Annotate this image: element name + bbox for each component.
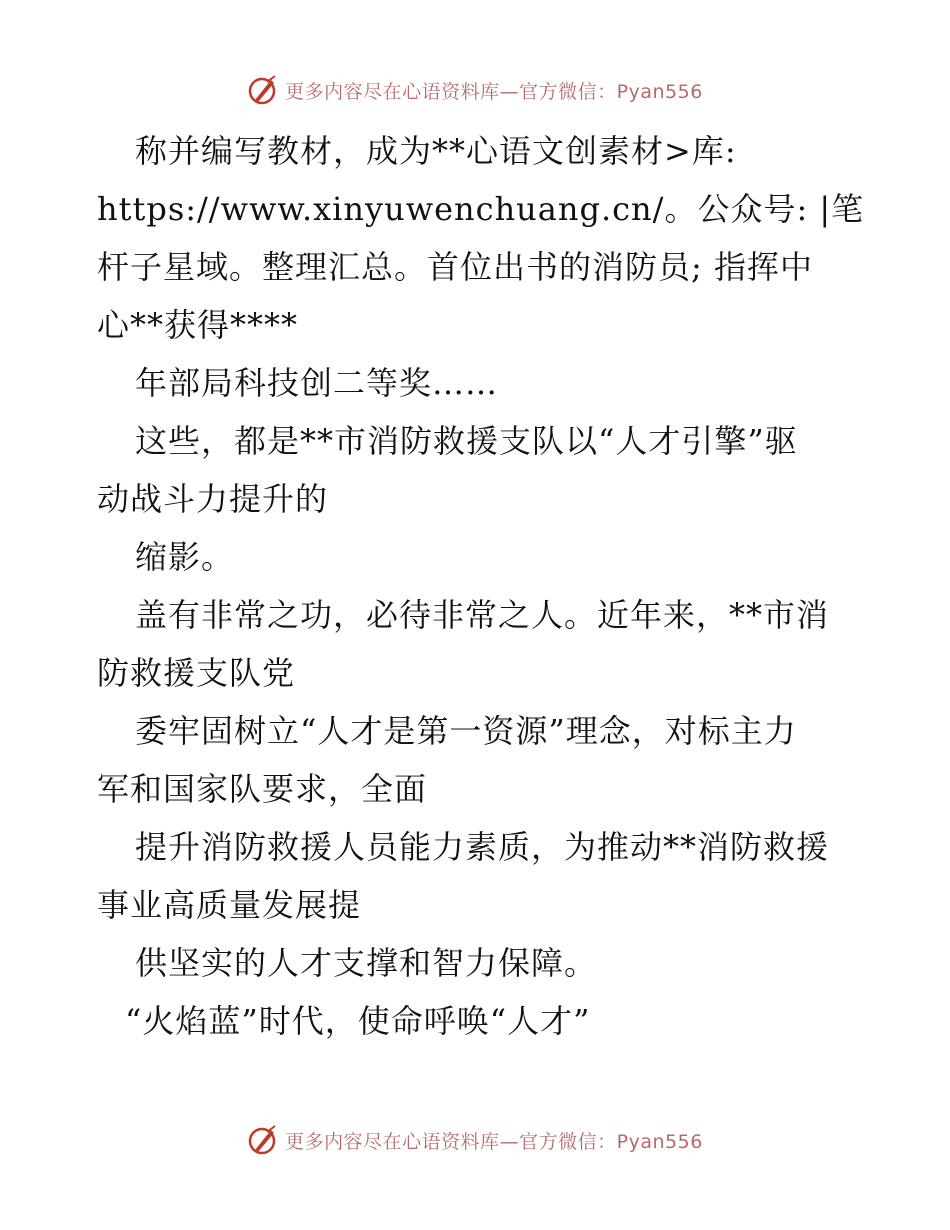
footer-watermark — [0, 1120, 950, 1160]
text-line: 杆子星域。整理汇总。首位出书的消防员; 指挥中 — [97, 248, 813, 286]
text-line: https://www.xinyuwenchuang.cn/。公众号: |笔 — [97, 190, 865, 228]
text-line: 事业高质量发展提 — [97, 886, 362, 924]
text-line: 盖有非常之功，必待非常之人。近年来，**市消 — [135, 596, 830, 634]
section-heading: “火焰蓝”时代，使命呼唤“人才” — [125, 1002, 591, 1040]
text-line: 供坚实的人才支撑和智力保障。 — [135, 944, 598, 982]
text-line: 这些，都是**市消防救援支队以“人才引擎”驱 — [135, 422, 798, 460]
text-line: 提升消防救援人员能力素质，为推动**消防救援 — [135, 828, 830, 866]
text-line: 称并编写教材，成为**心语文创素材>库: — [135, 132, 737, 170]
text-line: 心**获得**** — [97, 306, 299, 344]
watermark-text: 更多内容尽在心语资料库—官方微信：Pyan556 — [285, 80, 703, 103]
text-line: 委牢固树立“人才是第一资源”理念，对标主力 — [135, 712, 797, 750]
quill-pen-logo-icon — [247, 1124, 279, 1156]
text-line: 缩影。 — [135, 538, 235, 576]
text-line: 年部局科技创二等奖…… — [135, 364, 499, 402]
quill-pen-logo-icon — [247, 74, 279, 106]
text-line: 防救援支队党 — [97, 654, 296, 692]
document-body — [97, 122, 865, 1050]
header-watermark — [0, 70, 950, 110]
text-line: 动战斗力提升的 — [97, 480, 329, 518]
watermark-text: 更多内容尽在心语资料库—官方微信：Pyan556 — [285, 1130, 703, 1153]
text-line: 军和国家队要求，全面 — [97, 770, 428, 808]
